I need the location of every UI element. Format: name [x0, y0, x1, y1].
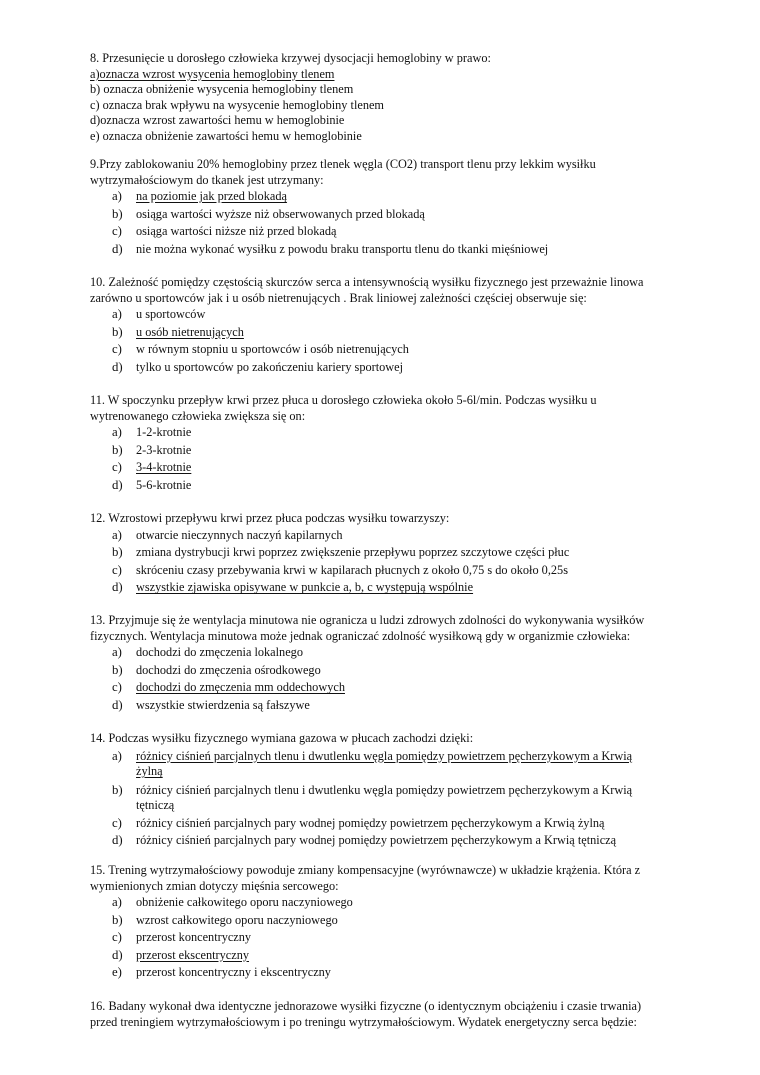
answer-option — [90, 679, 700, 697]
option-text: tylko u sportowców po zakończeniu kariery sportowej — [136, 359, 404, 374]
question-10 — [90, 275, 700, 376]
option-text: różnicy ciśnień parcjalnych tlenu i dwutlenku węgla pomiędzy powietrzem pęcherzykowym a Krwią — [136, 748, 633, 763]
option-label: d) — [112, 697, 123, 712]
option-label: b) — [112, 324, 123, 339]
option-label: b) — [112, 912, 123, 927]
question-stem: 11. W spoczynku przepływ krwi przez płuca u dorosłego człowieka około 5-6l/min. Podczas wysiłku u — [90, 393, 597, 407]
question-15 — [90, 863, 700, 982]
question-stem: 8. Przesunięcie u dorosłego człowieka krzywej dysocjacji hemoglobiny w prawo: — [90, 51, 491, 65]
option-text: u sportowców — [136, 307, 206, 321]
answer-option — [90, 206, 700, 224]
option-text: 2-3-krotnie — [136, 442, 192, 457]
answer-option — [90, 223, 700, 241]
answer-option — [90, 781, 700, 815]
answer-option — [90, 947, 700, 965]
answer-option — [90, 697, 700, 715]
question-stem: zarówno u sportowców jak i u osób nietrenujących . Brak liniowej zależności częściej obserwuje się: — [90, 290, 587, 305]
answer-option — [90, 527, 700, 545]
option-text: skróceniu czasy przebywania krwi w kapilarach płucnych z około 0,75 s do około 0,25s — [136, 562, 568, 577]
option-text: wszystkie stwierdzenia są fałszywe — [136, 697, 310, 712]
question-stem: wytrzymałościowym do tkanek jest utrzymany: — [90, 172, 324, 187]
answer-option — [90, 477, 700, 495]
option-text: otwarcie nieczynnych naczyń kapilarnych — [136, 527, 343, 542]
question-16 — [90, 999, 700, 1030]
option-text: różnicy ciśnień parcjalnych pary wodnej pomiędzy powietrzem pęcherzykowym a Krwią tętniczą — [136, 833, 617, 848]
answer-option — [90, 894, 700, 912]
question-stem: fizycznych. Wentylacja minutowa może jednak ograniczać zdolność wysiłkową gdy w organizmie człowieka: — [90, 628, 631, 643]
option-label: d) — [112, 833, 123, 848]
option-text: w równym stopniu u sportowców i osób nietrenujących — [136, 342, 409, 357]
option-label: b) — [112, 206, 123, 221]
option-text: 3-4-krotnie — [136, 460, 192, 475]
option-label: b) — [112, 782, 123, 797]
option-label: d) — [112, 947, 123, 962]
option-text: żylną — [136, 764, 163, 778]
option-text: przerost koncentryczny — [136, 930, 252, 945]
answer-option — [90, 424, 700, 442]
answer-option — [90, 544, 700, 562]
answer-option — [90, 188, 700, 206]
option-label: c) — [112, 224, 122, 239]
option-text: dochodzi do zmęczenia mm oddechowych — [136, 680, 345, 695]
option-text: wszystkie zjawiska opisywane w punkcie a, b, c występują wspólnie — [136, 580, 474, 595]
answer-option — [90, 964, 700, 982]
question-stem: 12. Wzrostowi przepływu krwi przez płuca podczas wysiłku towarzyszy: — [90, 511, 450, 525]
option-label: e) — [112, 965, 122, 980]
option-label: a) — [112, 895, 122, 909]
answer-option — [90, 306, 700, 324]
question-stem: wymienionych zmian dotyczy mięśnia sercowego: — [90, 878, 339, 893]
option-text: obniżenie całkowitego oporu naczyniowego — [136, 895, 353, 909]
answer-option: b) oznacza obniżenie wysycenia hemoglobiny tlenem — [90, 82, 354, 96]
answer-option: d)oznacza wzrost zawartości hemu w hemoglobinie — [90, 113, 345, 127]
option-label: a) — [112, 425, 122, 439]
question-12 — [90, 511, 700, 597]
answer-option — [90, 747, 700, 781]
option-text: wzrost całkowitego oporu naczyniowego — [136, 912, 338, 927]
option-label: c) — [112, 460, 122, 475]
option-text: u osób nietrenujących — [136, 324, 244, 339]
answer-option — [90, 579, 700, 597]
option-text: przerost koncentryczny i ekscentryczny — [136, 965, 331, 980]
answer-option — [90, 442, 700, 460]
question-stem: 15. Trening wytrzymałościowy powoduje zmiany kompensacyjne (wyrównawcze) w układzie krążenia. Która z — [90, 863, 641, 877]
answer-option — [90, 912, 700, 930]
option-label: c) — [112, 815, 122, 830]
answer-option: a)oznacza wzrost wysycenia hemoglobiny tlenem — [90, 66, 335, 81]
option-text: osiąga wartości wyższe niż obserwowanych przed blokadą — [136, 206, 425, 221]
option-label: a) — [112, 189, 122, 203]
option-text: dochodzi do zmęczenia ośrodkowego — [136, 662, 321, 677]
option-text: 5-6-krotnie — [136, 477, 192, 492]
answer-option — [90, 815, 700, 833]
question-8 — [90, 51, 700, 144]
answer-option — [90, 324, 700, 342]
answer-option — [90, 241, 700, 259]
option-label: a) — [112, 748, 122, 763]
option-label: b) — [112, 662, 123, 677]
question-stem: 13. Przyjmuje się że wentylacja minutowa nie ogranicza u ludzi zdrowych zdolności do wykonywania wysiłków — [90, 613, 645, 627]
option-label: d) — [112, 477, 123, 492]
option-label: a) — [112, 307, 122, 321]
question-stem: 14. Podczas wysiłku fizycznego wymiana gazowa w płucach zachodzi dzięki: — [90, 731, 474, 745]
question-14 — [90, 731, 700, 850]
option-label: d) — [112, 241, 123, 256]
question-stem: przed treningiem wytrzymałościowym i po treningu wytrzymałościowym. Wydatek energetyczny serca będzie: — [90, 1014, 637, 1029]
option-text: różnicy ciśnień parcjalnych pary wodnej pomiędzy powietrzem pęcherzykowym a Krwią żylną — [136, 815, 605, 830]
answer-option — [90, 644, 700, 662]
option-label: a) — [112, 645, 122, 659]
option-label: a) — [112, 527, 122, 542]
option-text: na poziomie jak przed blokadą — [136, 189, 287, 203]
option-text: 1-2-krotnie — [136, 425, 192, 439]
answer-option — [90, 662, 700, 680]
question-9 — [90, 157, 700, 258]
answer-option — [90, 929, 700, 947]
option-text: dochodzi do zmęczenia lokalnego — [136, 645, 303, 659]
option-label: b) — [112, 442, 123, 457]
option-label: d) — [112, 359, 123, 374]
option-label: d) — [112, 580, 123, 595]
question-stem: 9.Przy zablokowaniu 20% hemoglobiny przez tlenek węgla (CO2) transport tlenu przy lekkim wysiłku — [90, 157, 596, 171]
answer-option: e) oznacza obniżenie zawartości hemu w hemoglobinie — [90, 128, 362, 143]
answer-option — [90, 562, 700, 580]
option-text: przerost ekscentryczny — [136, 947, 250, 962]
option-text: osiąga wartości niższe niż przed blokadą — [136, 224, 337, 239]
option-text: zmiana dystrybucji krwi poprzez zwiększenie przepływu poprzez szczytowe części płuc — [136, 545, 570, 560]
option-label: b) — [112, 545, 123, 560]
question-11 — [90, 393, 700, 494]
question-stem: 16. Badany wykonał dwa identyczne jednorazowe wysiłki fizyczne (o identycznym obciążeniu i czasie trwania) — [90, 999, 642, 1013]
option-label: c) — [112, 680, 122, 695]
answer-option — [90, 359, 700, 377]
option-label: c) — [112, 562, 122, 577]
question-stem: 10. Zależność pomiędzy częstością skurczów serca a intensywnością wysiłku fizycznego jest przeważnie linowa — [90, 275, 644, 289]
answer-option — [90, 341, 700, 359]
answer-option — [90, 459, 700, 477]
option-text: tętniczą — [136, 798, 175, 812]
question-stem: wytrenowanego człowieka zwiększa się on: — [90, 408, 306, 423]
question-13 — [90, 613, 700, 714]
option-label: c) — [112, 930, 122, 945]
option-label: c) — [112, 342, 122, 357]
answer-option: c) oznacza brak wpływu na wysycenie hemoglobiny tlenem — [90, 97, 384, 112]
answer-option — [90, 832, 700, 850]
option-text: różnicy ciśnień parcjalnych tlenu i dwutlenku węgla pomiędzy powietrzem pęcherzykowym a Krwią — [136, 782, 633, 797]
option-text: nie można wykonać wysiłku z powodu braku transportu tlenu do tkanki mięśniowej — [136, 241, 549, 256]
